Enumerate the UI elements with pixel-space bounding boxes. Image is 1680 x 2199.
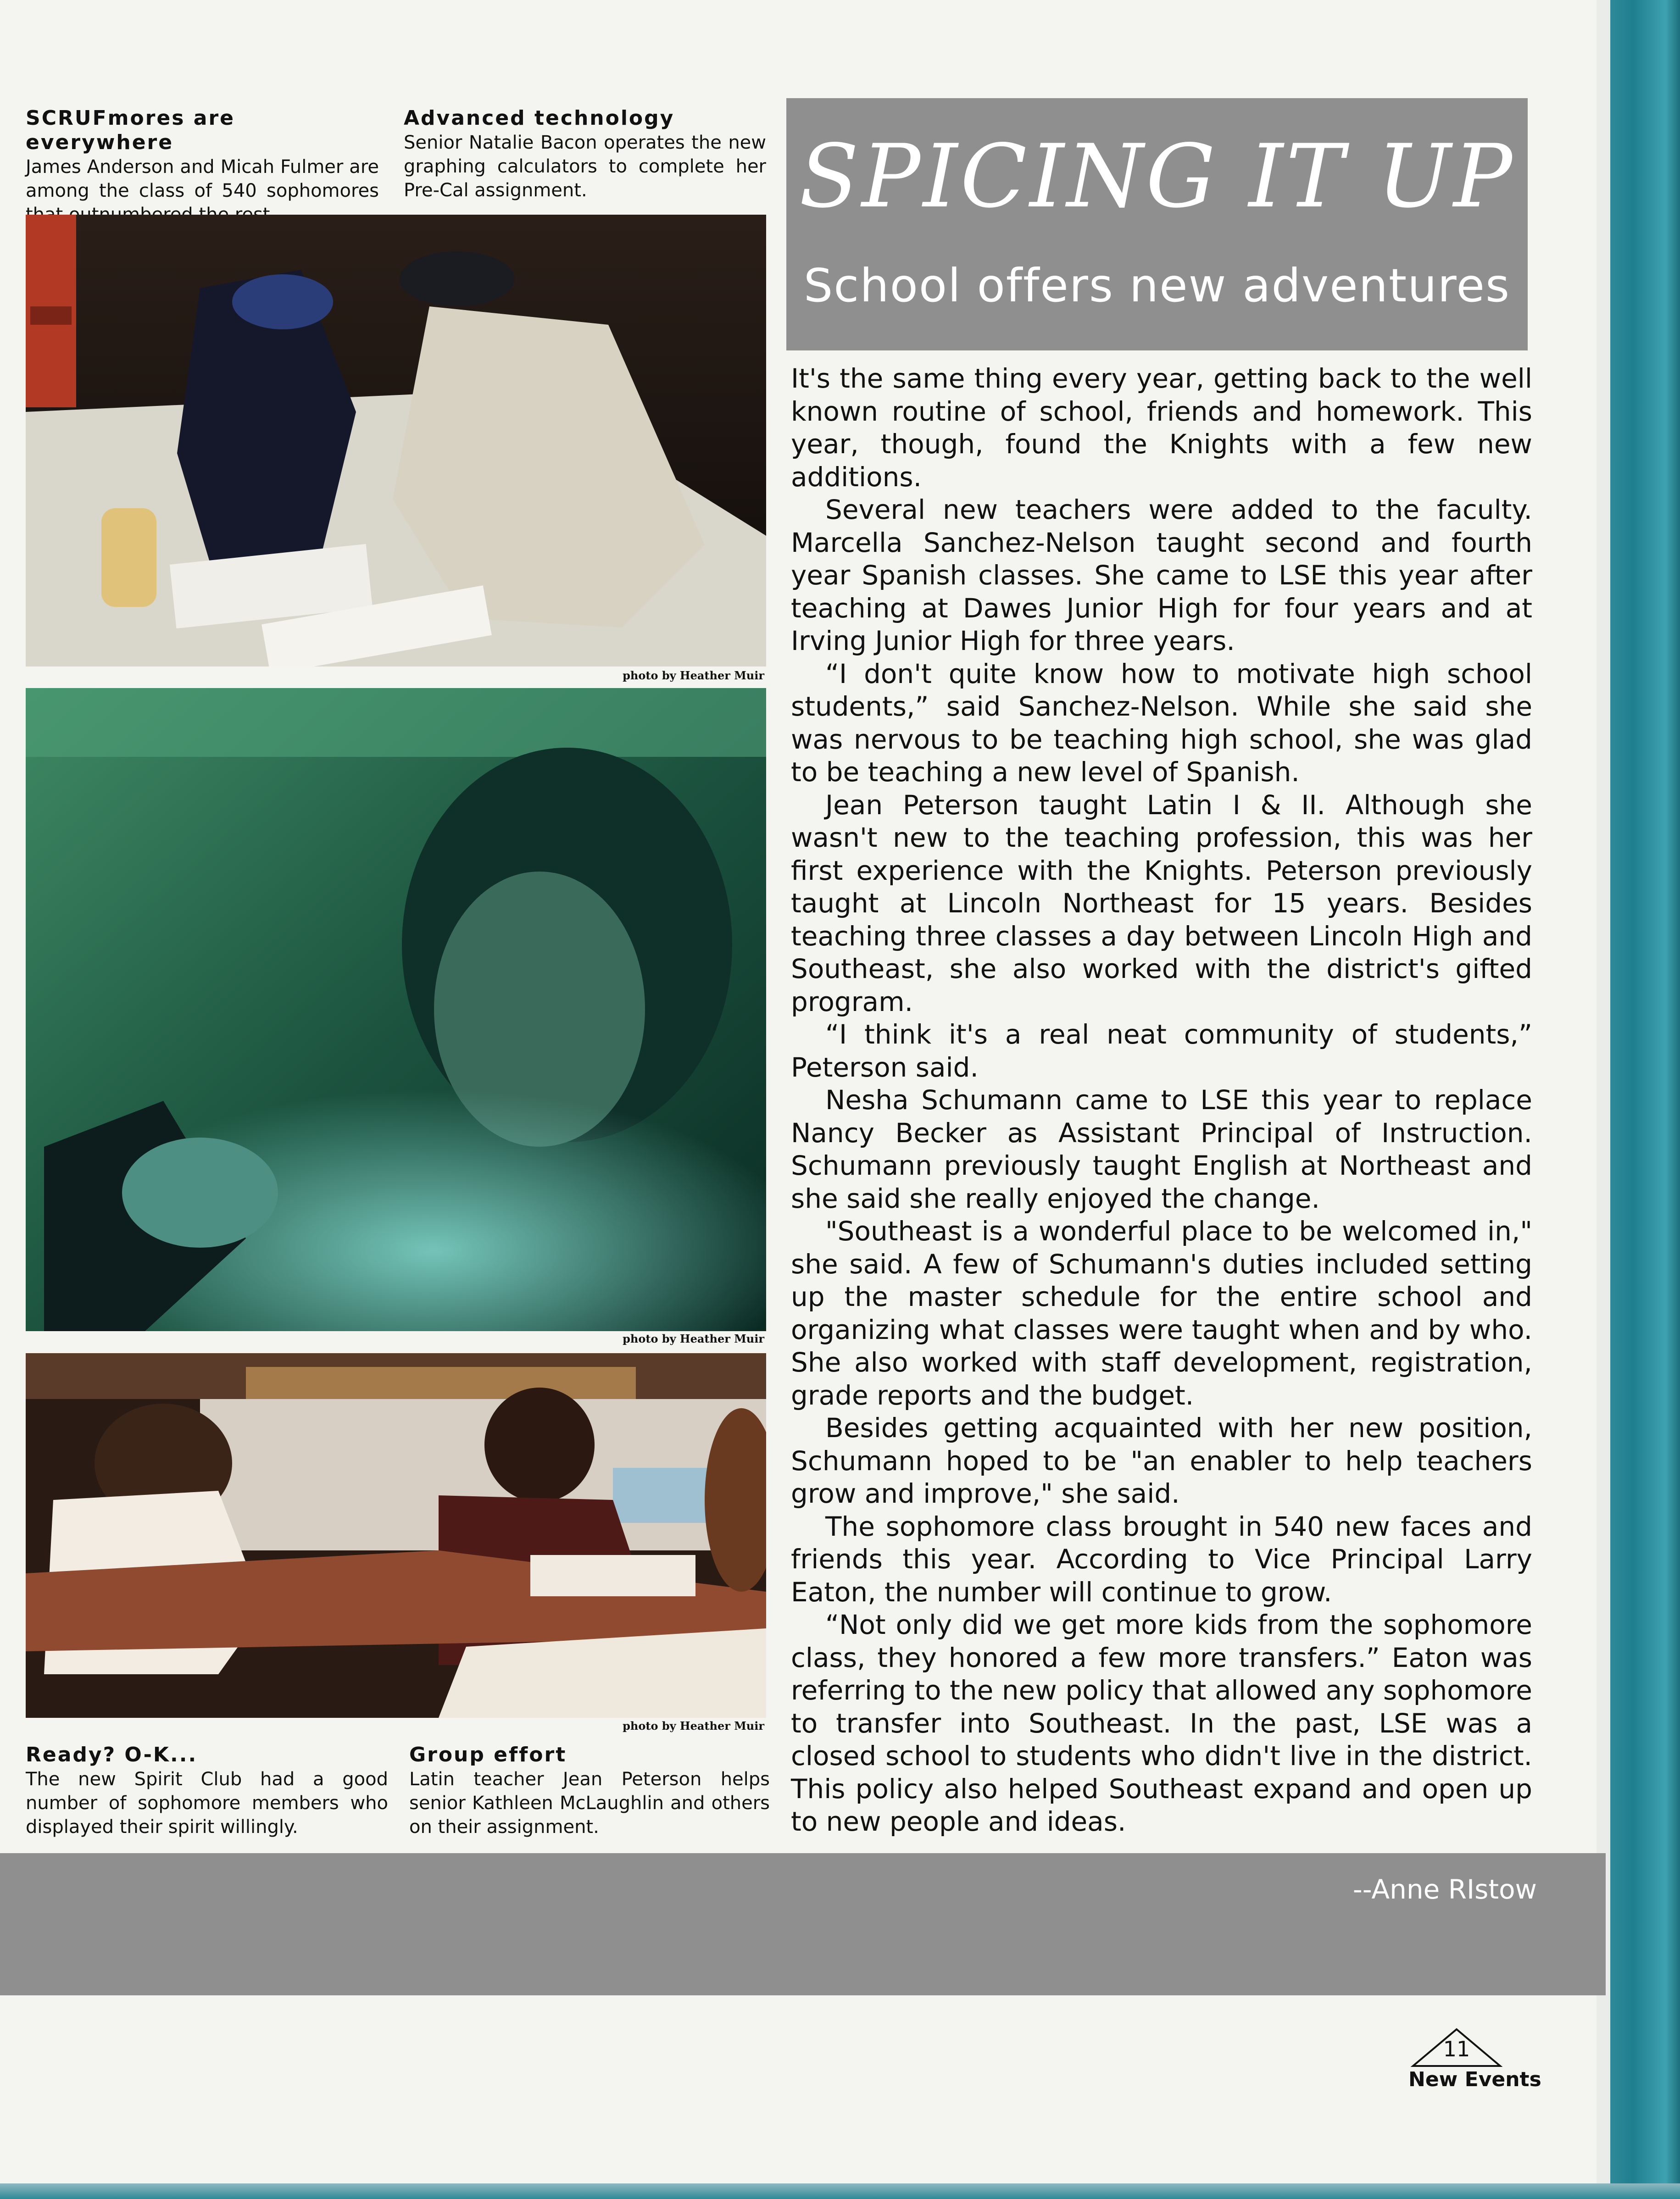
photo-students-floor xyxy=(26,215,766,666)
caption-bottom-right-body: Latin teacher Jean Peterson helps senior Kathleen McLaughlin and others on their assignment. xyxy=(409,1769,770,1838)
caption-top-left-head: SCRUFmores are everywhere xyxy=(26,106,235,154)
photo-classroom xyxy=(26,1353,766,1718)
photo-credit-2: photo by Heather Muir xyxy=(623,1332,764,1345)
article-paragraph: Nesha Schumann came to LSE this year to replace Nancy Becker as Assistant Principal of Instruction. Schumann previously taught English at Northeast and she said she really enjoyed the change. xyxy=(791,1084,1532,1214)
caption-bottom-left xyxy=(26,1743,388,1839)
caption-top-left-body: James Anderson and Micah Fulmer are among the class of 540 sophomores xyxy=(26,156,379,201)
caption-bottom-right xyxy=(409,1743,770,1839)
article-paragraph: “I think it's a real neat community of students,” Peterson said. xyxy=(791,1019,1532,1083)
caption-bottom-left-head: Ready? O-K... xyxy=(26,1743,198,1766)
page-marker xyxy=(1408,2027,1546,2101)
photo-calculator xyxy=(26,688,766,1331)
caption-bottom-right-head: Group effort xyxy=(409,1743,567,1766)
article-paragraph: “I don't quite know how to motivate high school students,” said Sanchez-Nelson. While she said she was nervous to be teaching high school, she was glad to be teaching a new level of Spanish. xyxy=(791,658,1532,788)
headline-subtitle: School offers new adventures xyxy=(803,259,1511,312)
page-number: 11 xyxy=(1443,2037,1470,2061)
article-paragraph: Jean Peterson taught Latin I & II. Although she wasn't new to the teaching profession, this was her first experience with the Knights. Peterson previously taught at Lincoln Northeast for 15 years. Besides teaching three classes a day between Lincoln High and Southeast, she also worked with the district's gifted program. xyxy=(791,789,1532,1017)
caption-top-right-head: Advanced technology xyxy=(404,106,675,130)
caption-top-right xyxy=(404,106,766,202)
article-paragraph: Several new teachers were added to the faculty. Marcella Sanchez-Nelson taught second and fourth year Spanish classes. She came to LSE this year after teaching at Dawes Junior High for four years and at Irving Junior High for three years. xyxy=(791,494,1532,656)
article-byline: --Anne RIstow xyxy=(1352,1874,1537,1905)
article-body xyxy=(791,362,1532,1838)
headline-title: SPICING IT UP xyxy=(799,126,1515,227)
binding-edge xyxy=(1597,0,1680,2199)
article-paragraph: "Southeast is a wonderful place to be welcomed in," she said. A few of Schumann's duties included setting up the master schedule for the entire school and organizing what classes were taught when and by who. She also worked with staff development, registration, grade reports and the budget. xyxy=(791,1216,1532,1411)
footer-band xyxy=(0,1853,1606,1995)
photo-credit-1: photo by Heather Muir xyxy=(623,669,764,682)
headline-box xyxy=(786,98,1528,350)
photo-credit-3: photo by Heather Muir xyxy=(623,1719,764,1733)
article-paragraph: It's the same thing every year, getting back to the well known routine of school, friends and homework. This year, though, found the Knights with a few new additions. xyxy=(791,363,1532,493)
article-paragraph: “Not only did we get more kids from the sophomore class, they honored a few more transfers.” Eaton was referring to the new policy that allowed any sophomore to transfer into Southeast. In the past, LSE was a closed school to students who didn't live in the district. This policy also helped Southeast expand and open up to new people and ideas. xyxy=(791,1609,1532,1837)
article-paragraph: Besides getting acquainted with her new position, Schumann hoped to be "an enabler to help teachers grow and improve," she said. xyxy=(791,1412,1532,1509)
caption-top-right-body: Senior Natalie Bacon operates the new graphing calculators to complete her Pre-Cal assignment. xyxy=(404,132,766,201)
bottom-edge xyxy=(0,2183,1680,2199)
caption-bottom-left-body: The new Spirit Club had a good number of sophomore members who displayed their spirit willingly. xyxy=(26,1769,388,1838)
caption-top-left xyxy=(26,106,379,227)
page-section: New Events xyxy=(1408,2068,1541,2091)
article-paragraph: The sophomore class brought in 540 new faces and friends this year. According to Vice Principal Larry Eaton, the number will continue to grow. xyxy=(791,1510,1532,1608)
